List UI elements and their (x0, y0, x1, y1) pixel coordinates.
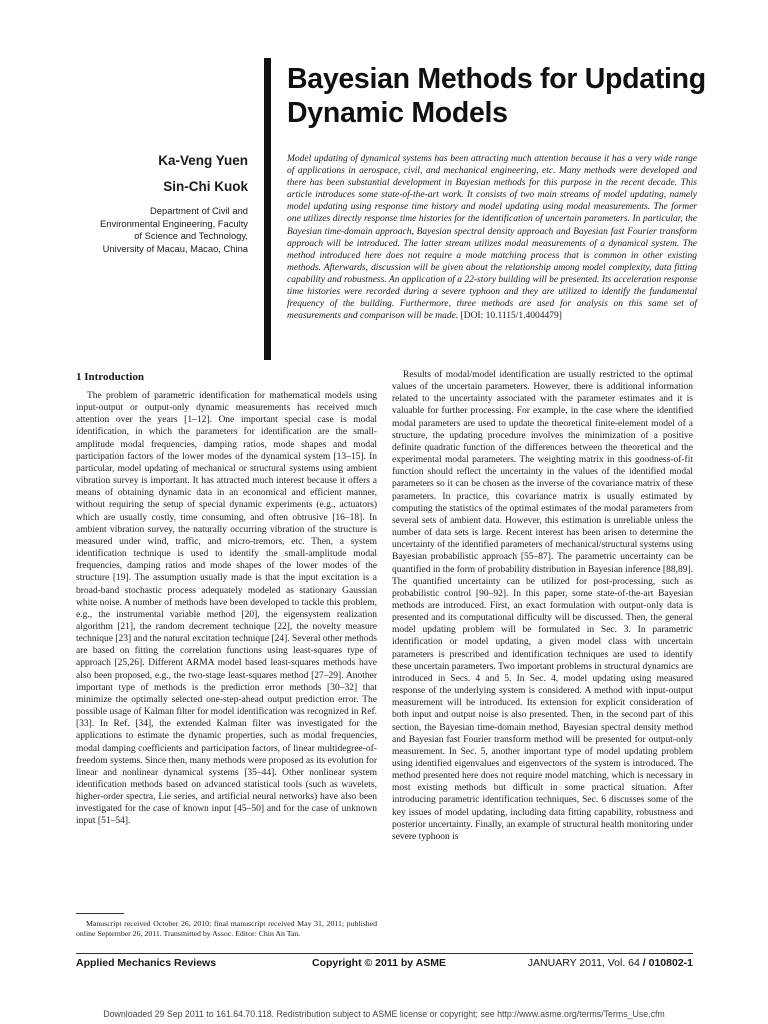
paper-title: Bayesian Methods for Updating Dynamic Models (287, 63, 706, 129)
download-notice: Downloaded 29 Sep 2011 to 161.64.70.118. Redistribution subject to ASME license or copyright; see http://www.asme.org/terms/Terms_Use.cfm (103, 1009, 665, 1019)
issue-separator: / (639, 957, 649, 969)
issue-info (508, 957, 693, 969)
footer-rule (76, 953, 693, 954)
section-heading-introduction: 1 Introduction (76, 371, 144, 383)
journal-name: Applied Mechanics Reviews (76, 957, 217, 969)
title-accent-bar (264, 58, 271, 360)
author-name[interactable]: Sin-Chi Kuok (163, 179, 248, 194)
body-text-left-column: The problem of parametric identification for mathematical models using input-output or output-only dynamic measurements has received much attention over the years [1–12]. One important special case is modal identification, in which the parameters for identification are the small-amplitude modal frequencies, damping ratios, mode shapes and modal participation factors of the lower modes of the dynamical system [13–15]. In particular, model updating of mechanical or structural systems using ambient vibration survey is important. It has attracted much interest because it offers a means of obtaining dynamic data in an economical and efficient manner, without requiring the setup of special dynamic experiments (e.g., actuators) which are usually costly, time consuming, and often obtrusive [16–18]. In ambient vibration survey, the naturally occurring vibration of the structure is measured under wind, traffic, and micro-tremors, etc. Then, a system identification technique is used to identify the small-amplitude modal frequencies, damping ratios and mode shapes of the lower modes of the structure [19]. The assumption usually made is that the input excitation is a broad-band stochastic process adequately modeled as stationary Gaussian white noise. A number of methods have been developed to tackle this problem, e.g., the instrumental variable method [20], the eigensystem realization algorithm [21], the random decrement technique [22], the novelty measure technique [23] and the natural excitation technique [24]. Several other methods are based on fitting the correlation functions using least-squares type of approach [25,26]. Different ARMA model based least-squares methods have also been proposed, e.g., the two-stage least-squares method [27–29]. Another important type of methods is the prediction error methods [30–32] that minimize the optimally selected one-step-ahead output prediction error. The possible usage of Kalman filter for model identification was recognized in Ref. [33]. In Ref. [34], the extended Kalman filter was investigated for the applications to estimate the dynamic properties, such as modal frequencies, modal damping coefficients and participation factors, of linear multidegree-of-freedom systems. Since then, many methods were proposed as its evolution for linear and nonlinear dynamical systems [35–44]. Other nonlinear system identification methods based on advanced statistical tools (such as wavelets, higher-order spectra, Lie series, and artificial neural networks) have also been investigated for the case of known input [45–50] and for the case of unknown input [51–54]. (76, 391, 377, 827)
manuscript-footnote: Manuscript received October 26, 2010; final manuscript received May 31, 2011; published online September 26, 2011. Transmitted by Assoc. Editor: Chin An Tan. (76, 919, 377, 938)
body-text-right-column: Results of modal/model identification are usually restricted to the optimal values of the uncertain parameters. However, there is additional information related to the uncertainty associated with the parameter estimates and it is valuable for further processing. For example, in the case where the identified modal parameters are used to update the theoretical finite-element model of a structure, the updating procedure involves the minimization of a positive definite quadratic function of the differences between the theoretical and the experimental modal parameters. The weighting matrix in this goodness-of-fit function should reflect the uncertainty in the values of the identified modal parameters so it can be chosen as the inverse of the covariance matrix of these parameters. In practice, this covariance matrix is usually estimated by computing the statistics of the optimal estimates of the modal parameters from several sets of ambient data. However, this estimation is unreliable unless the number of data sets is large. Recent interest has been arisen to determine the uncertainty of the identified parameters of mechanical/structural systems using Bayesian probabilistic approach [55–87]. The parametric uncertainty can be quantified in the form of probability distribution in Bayesian inference [88,89]. The quantified uncertainty can be utilized for post-processing, such as probabilistic control [90–92]. In this paper, some state-of-the-art Bayesian methods are introduced. First, an exact formulation with output-only data is presented and its computational difficulty will be discussed. Then, the general model updating problem will be formulated in Sec. 3. In parametric identification or model updating, a given model class with uncertain parameters is prescribed and identification techniques are used to identify these uncertain parameters. Two important problems in structural dynamics are introduced in Secs. 4 and 5. In Sec. 4, model updating using measured response of the underlying system is considered. A method with input-output measurement will be introduced. Its extension for explicit consideration of both input and output noise is also presented. Then, in the second part of this section, the Bayesian time-domain method, Bayesian spectral density method and Bayesian fast Fourier transform method will be presented for output-only measurement. In Sec. 5, another important type of model updating problem using identified eigenvalues and eigenvectors of the system is introduced. The method presented here does not require model matching, which is necessary in most existing methods but difficult in some practical situation. After introducing parametric identification techniques, Sec. 6 discusses some of the key issues of model updating, including data fitting capability, robustness and posterior uncertainty. Finally, an example of structural health monitoring under severe typhoon is (392, 370, 693, 842)
author-affiliation: Department of Civil and Environmental Engineering, Faculty of Science and Technology, University of Macau, Macao, China (100, 205, 248, 254)
abstract (287, 153, 697, 322)
author-block (110, 148, 248, 200)
author-name[interactable]: Ka-Veng Yuen (158, 153, 248, 168)
copyright-notice: Copyright © 2011 by ASME (312, 957, 446, 969)
doi-link[interactable]: [DOI: 10.1115/1.4004479] (460, 311, 562, 322)
article-number: 010802-1 (648, 957, 693, 969)
issue-date-volume: JANUARY 2011, Vol. 64 (527, 957, 640, 969)
footnote-rule (76, 913, 124, 914)
abstract-text: Model updating of dynamical systems has been attracting much attention because it has a very wide range of applications in aerospace, civil, and mechanical engineering, etc. Many methods were developed and there has been substantial development in Bayesian methods for this purpose in the recent decade. This article introduces some state-of-the-art work. It consists of two main streams of model updating, namely model updating using response time history and model updating using modal measurements. The former one utilizes directly response time histories for the identification of uncertain parameters. In particular, the Bayesian time-domain approach, Bayesian spectral density approach and Bayesian fast Fourier transform approach will be introduced. The latter stream utilizes modal measurements of a dynamical system. The method introduced here does not require a mode matching process that is common in other existing methods. Afterwards, discussion will be given about the relationship among model complexity, data fitting capability and robustness. An application of a 22-story building will be presented. Its acceleration response time histories were recorded during a severe typhoon and they are utilized to identify the fundamental frequency of the building. Furthermore, three methods are used for analysis on this same set of measurements and comparison will be made. (287, 154, 697, 322)
